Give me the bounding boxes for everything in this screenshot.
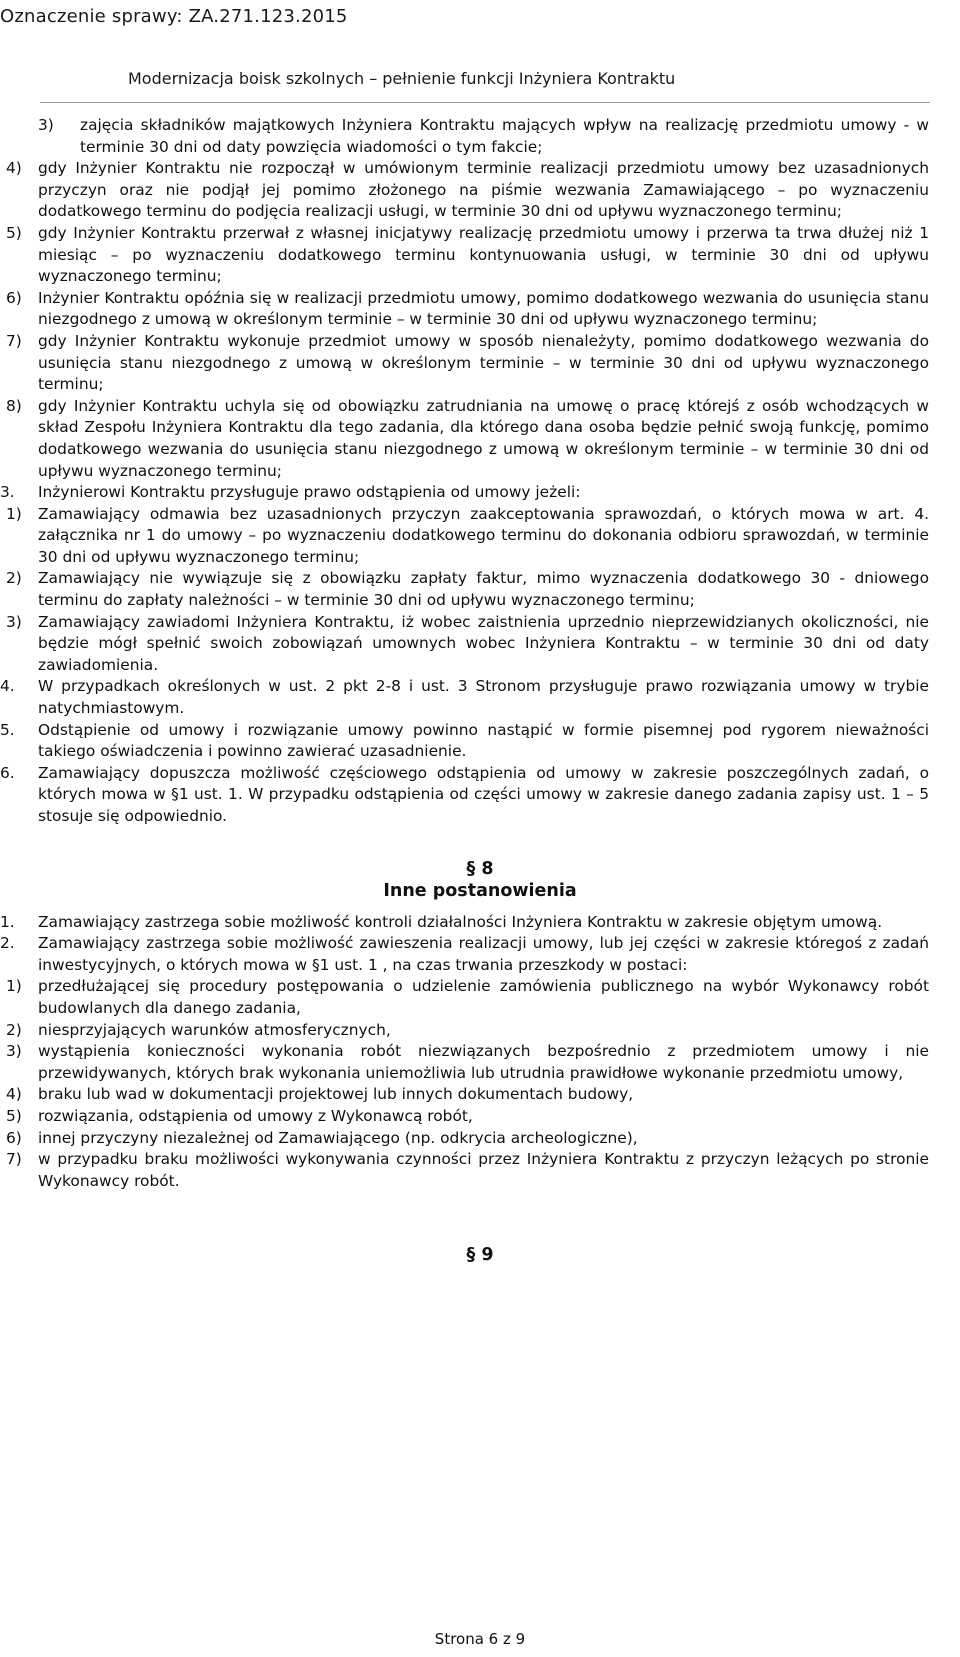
document-subtitle: Modernizacja boisk szkolnych – pełnienie funkcji Inżyniera Kontraktu [128, 69, 676, 88]
list-item [0, 288, 960, 331]
item-text: gdy Inżynier Kontraktu przerwał z własnej inicjatywy realizację przedmiotu umowy i przerwa ta trwa dłużej niż 1 miesiąc – po wyznaczeniu dodatkowego terminu kontynuowania usługi, w terminie 30 dni od upływu wyznaczonego terminu; [38, 223, 929, 286]
paragraph-number: 3. [0, 483, 15, 502]
paragraph-text: Zamawiający dopuszcza możliwość częściowego odstąpienia od umowy w zakresie poszczególnych zadań, o których mowa w §1 ust. 1. W przypadku odstąpienia od części umowy w zakresie danego zadania zapisy ust. 1 – 5 stosuje się odpowiednio. [38, 763, 929, 825]
item-text: przedłużającej się procedury postępowania o udzielenie zamówienia publicznego na wybór Wykonawcy robót budowlanych dla danego zadania, [38, 977, 929, 1017]
section-sign: § 9 [466, 1245, 494, 1266]
numbered-paragraph [0, 676, 960, 719]
list-item [0, 568, 960, 611]
item-number: 5) [6, 1106, 22, 1125]
item-text: innej przyczyny niezależnej od Zamawiającego (np. odkrycia archeologiczne), [38, 1128, 638, 1147]
item-text: wystąpienia konieczności wykonania robót niezwiązanych bezpośrednio z przedmiotem umowy i nie przewidywanych, których brak wykonania uniemożliwia lub utrudnia prawidłowe wykonanie przedmiotu umowy, [38, 1042, 929, 1082]
case-number: Oznaczenie sprawy: ZA.271.123.2015 [0, 6, 348, 27]
item-number: 4) [6, 1085, 22, 1104]
list-item [0, 612, 960, 677]
item-text: gdy Inżynier Kontraktu wykonuje przedmiot umowy w sposób nienależyty, pomimo dodatkowego wezwania do usunięcia stanu niezgodnego z umową w określonym terminie – w terminie 30 dni od upływu wyznaczonego terminu; [38, 331, 929, 394]
paragraph-text: Odstąpienie od umowy i rozwiązanie umowy powinno nastąpić w formie pisemnej pod rygorem nieważności takiego oświadczenia i powinno zawierać uzasadnienie. [38, 720, 929, 761]
item-number: 1) [6, 504, 22, 523]
item-number: 6) [6, 288, 22, 307]
list-item [0, 976, 960, 1019]
item-number: 3) [38, 116, 54, 134]
item-number: 5) [6, 223, 22, 242]
paragraph-text: Inżynierowi Kontraktu przysługuje prawo odstąpienia od umowy jeżeli: [38, 483, 581, 502]
item-number: 3) [6, 1042, 22, 1061]
list-item [0, 396, 960, 482]
item-text: niesprzyjających warunków atmosferycznych, [38, 1020, 391, 1039]
numbered-paragraph [0, 912, 960, 934]
list-item [0, 1106, 960, 1128]
list-item [0, 223, 960, 288]
paragraph-text: W przypadkach określonych w ust. 2 pkt 2-8 i ust. 3 Stronom przysługuje prawo rozwiązania umowy w trybie natychmiastowym. [38, 677, 929, 718]
page-number: Strona 6 z 9 [434, 1630, 526, 1648]
item-number: 7) [6, 1150, 22, 1169]
item-text: rozwiązania, odstąpienia od umowy z Wykonawcą robót, [38, 1106, 473, 1125]
paragraph-number: 4. [0, 677, 15, 696]
numbered-paragraph [0, 482, 960, 504]
list-item [0, 331, 960, 396]
item-text: Zamawiający zawiadomi Inżyniera Kontraktu, iż wobec zaistnienia uprzednio nieprzewidzianych okoliczności, nie będzie mógł spełnić swoich zobowiązań umownych wobec Inżyniera Kontraktu – w terminie 30 dni od daty zawiadomienia. [38, 612, 929, 674]
item-text: w przypadku braku możliwości wykonywania czynności przez Inżyniera Kontraktu z przyczyn leżących po stronie Wykonawcy robót. [38, 1150, 929, 1190]
list-item [0, 1149, 960, 1192]
numbered-paragraph [0, 720, 960, 763]
item-number: 4) [6, 159, 22, 178]
paragraph-number: 1. [0, 912, 15, 931]
list-item [0, 158, 960, 223]
list-item [0, 1020, 960, 1042]
section-sign: § 8 [466, 858, 494, 879]
item-text: gdy Inżynier Kontraktu uchyla się od obowiązku zatrudniania na umowę o pracę którejś z osób wchodzących w skład Zespołu Inżyniera Kontraktu dla tego zadania, dla którego dana osoba będzie pełnić swoją funkcję, pomimo dodatkowego wezwania do usunięcia stanu niezgodnego z umową w określonym terminie – w terminie 30 dni od upływu wyznaczonego terminu; [38, 396, 929, 480]
list-item [0, 504, 960, 569]
item-number: 2) [6, 1020, 22, 1039]
item-number: 8) [6, 396, 22, 415]
item-text: gdy Inżynier Kontraktu nie rozpoczął w umówionym terminie realizacji przedmiotu umowy bez uzasadnionych przyczyn oraz nie podjął jej pomimo złożonego na piśmie wezwania Zamawiającego – po wyznaczeniu dodatkowego terminu do podjęcia realizacji usługi, w terminie 30 dni od upływu wyznaczonego terminu; [38, 159, 929, 221]
paragraph-number: 6. [0, 763, 15, 782]
paragraph-text: Zamawiający zastrzega sobie możliwość kontroli działalności Inżyniera Kontraktu w zakresie objętym umową. [38, 912, 883, 931]
item-number: 3) [6, 612, 22, 631]
list-item [0, 1041, 960, 1084]
item-number: 6) [6, 1128, 22, 1147]
item-number: 1) [6, 977, 22, 996]
paragraph-number: 5. [0, 720, 15, 739]
document-body [0, 115, 960, 1266]
item-text: Inżynier Kontraktu opóźnia się w realizacji przedmiotu umowy, pomimo dodatkowego wezwania do usunięcia stanu niezgodnego z umową w określonym terminie – w terminie 30 dni od upływu wyznaczonego terminu; [38, 288, 929, 329]
item-text: Zamawiający odmawia bez uzasadnionych przyczyn zaakceptowania sprawozdań, o których mowa w art. 4. załącznika nr 1 do umowy – po wyznaczeniu dodatkowego terminu do dokonania odbioru sprawozdań, w terminie 30 dni od upływu wyznaczonego terminu; [38, 504, 929, 566]
header-divider [40, 102, 930, 103]
item-number: 2) [6, 569, 22, 588]
numbered-paragraph [0, 933, 960, 976]
item-text: Zamawiający nie wywiązuje się z obowiązku zapłaty faktur, mimo wyznaczenia dodatkowego 30 - dniowego terminu do zapłaty należności – w terminie 30 dni od upływu wyznaczonego terminu; [38, 569, 929, 610]
numbered-paragraph [0, 763, 960, 828]
paragraph-number: 2. [0, 934, 15, 953]
item-text: zajęcia składników majątkowych Inżyniera Kontraktu mających wpływ na realizację przedmiotu umowy - w terminie 30 dni od daty powzięcia wiadomości o tym fakcie; [80, 116, 929, 156]
section-title: Inne postanowienia [383, 880, 577, 901]
item-text: braku lub wad w dokumentacji projektowej lub innych dokumentach budowy, [38, 1085, 634, 1104]
paragraph-text: Zamawiający zastrzega sobie możliwość zawieszenia realizacji umowy, lub jej części w zakresie któregoś z zadań inwestycyjnych, o których mowa w §1 ust. 1 , na czas trwania przeszkody w postaci: [38, 934, 929, 974]
list-item [0, 1128, 960, 1150]
list-item [0, 1084, 960, 1106]
list-item [0, 115, 960, 158]
item-number: 7) [6, 331, 22, 350]
